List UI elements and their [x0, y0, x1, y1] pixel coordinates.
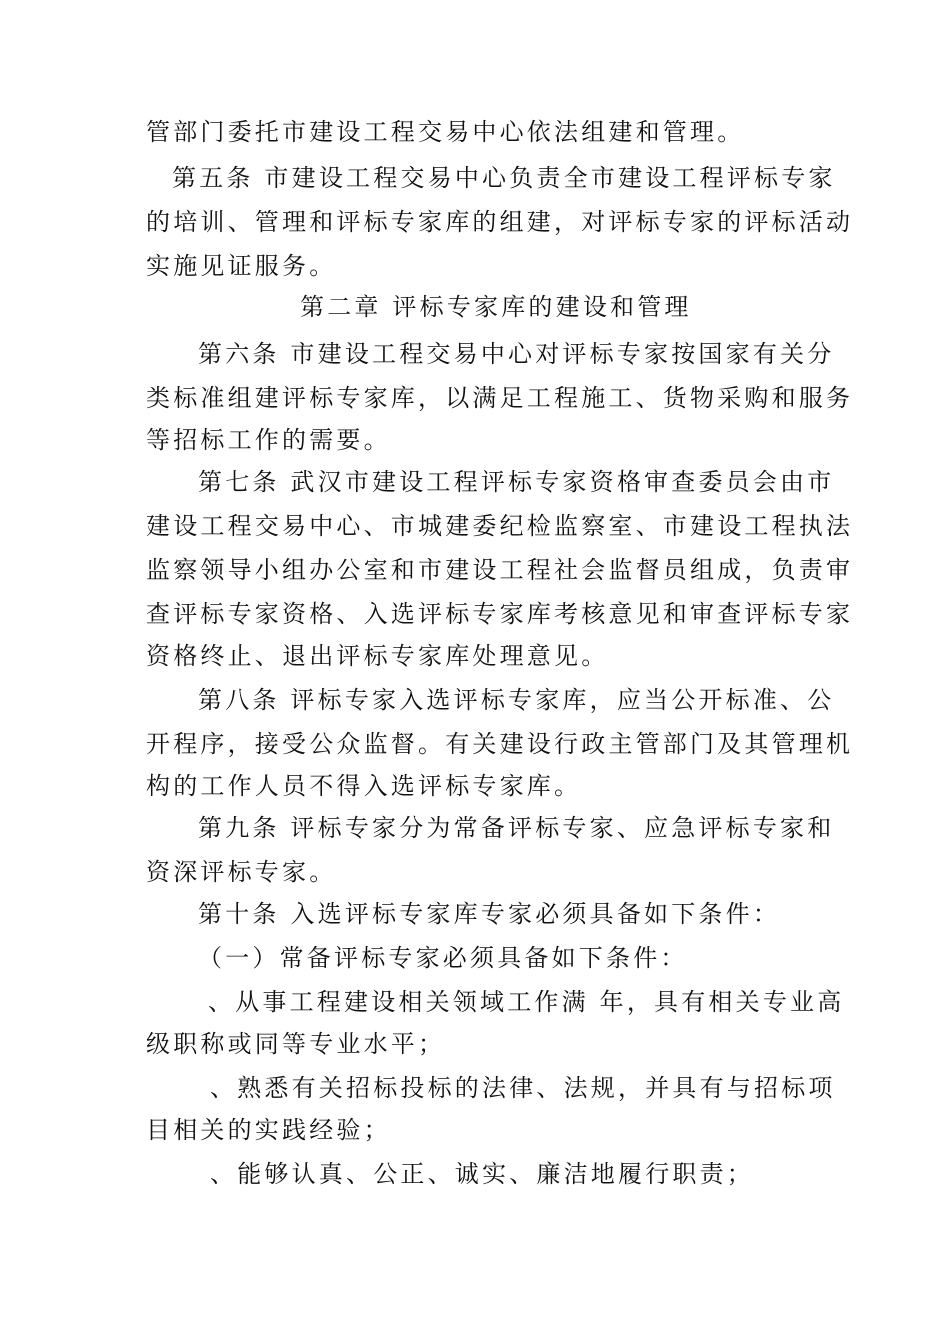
list-item: 、能够认真、公正、诚实、廉洁地履行职责； [210, 1160, 754, 1188]
text-line: 实施见证服务。 [146, 252, 337, 280]
text-line: 类标准组建评标专家库，以满足工程施工、货物采购和服务 [146, 384, 854, 412]
list-item: 、从事工程建设相关领域工作满 年，具有相关专业高 [208, 988, 845, 1016]
chapter-title: 第二章 评标专家库的建设和管理 [300, 293, 692, 321]
text-line: 管部门委托市建设工程交易中心依法组建和管理。 [146, 118, 745, 146]
article-7-heading: 第七条 武汉市建设工程评标专家资格审查委员会由市 [198, 468, 835, 496]
text-line: 查评标专家资格、入选评标专家库考核意见和审查评标专家 [146, 600, 854, 628]
text-line: 的培训、管理和评标专家库的组建，对评标专家的评标活动 [146, 208, 854, 236]
text-line: 等招标工作的需要。 [146, 426, 391, 454]
text-line: 建设工程交易中心、市城建委纪检监察室、市建设工程执法 [146, 512, 854, 540]
text-line: 开程序，接受公众监督。有关建设行政主管部门及其管理机 [146, 730, 854, 758]
text-line: 级职称或同等专业水平； [146, 1030, 446, 1058]
text-line: 资深评标专家。 [146, 858, 337, 886]
article-10-heading: 第十条 入选评标专家库专家必须具备如下条件： [198, 900, 781, 928]
text-line: 目相关的实践经验； [146, 1116, 391, 1144]
article-5-heading: 第五条 市建设工程交易中心负责全市建设工程评标专家 [172, 164, 836, 192]
text-line: 资格终止、退出评标专家库处理意见。 [146, 642, 609, 670]
article-9-heading: 第九条 评标专家分为常备评标专家、应急评标专家和 [198, 814, 835, 842]
article-8-heading: 第八条 评标专家入选评标专家库，应当公开标准、公 [198, 686, 835, 714]
text-line: 监察领导小组办公室和市建设工程社会监督员组成，负责审 [146, 556, 854, 584]
text-line: 构的工作人员不得入选评标专家库。 [146, 772, 582, 800]
article-6-heading: 第六条 市建设工程交易中心对评标专家按国家有关分 [198, 340, 835, 368]
list-item: 、熟悉有关招标投标的法律、法规，并具有与招标项 [210, 1074, 836, 1102]
sub-item-heading: （一）常备评标专家必须具备如下条件： [198, 944, 688, 972]
